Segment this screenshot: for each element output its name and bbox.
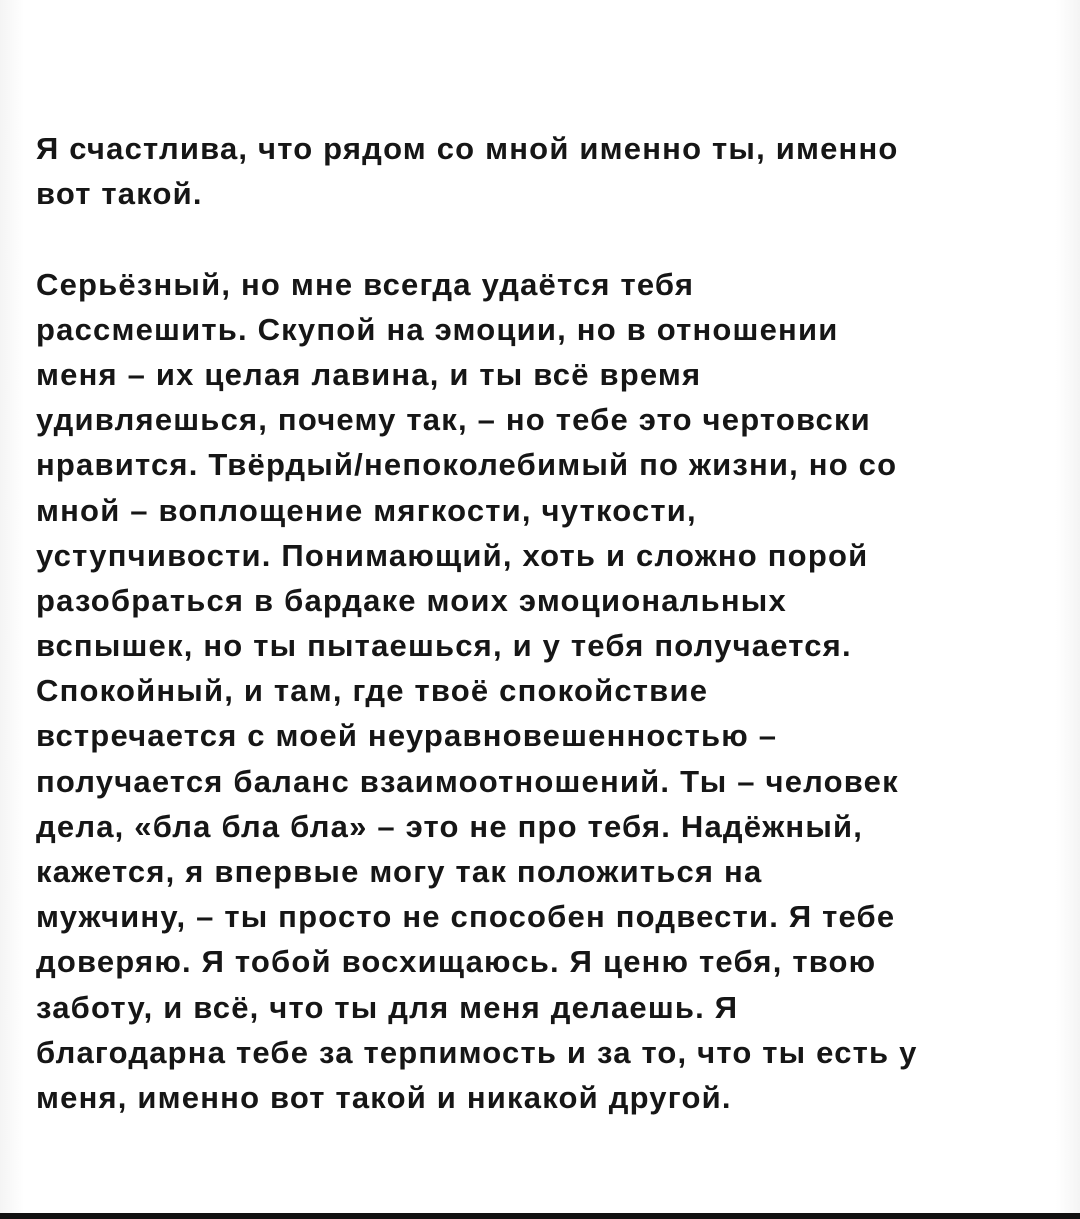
paragraph-gap xyxy=(36,216,1036,261)
text-line: мной – воплощение мягкости, чуткости, xyxy=(36,492,697,528)
text-line: удивляешься, почему так, – но тебе это чертовски xyxy=(36,402,871,438)
text-line: меня, именно вот такой и никакой другой. xyxy=(36,1079,732,1115)
paragraph-2 xyxy=(36,262,1036,1121)
text-line: Я счастлива, что рядом со мной именно ты, именно xyxy=(36,131,899,166)
text-line: разобраться в бардаке моих эмоциональных xyxy=(36,582,787,618)
text-line: мужчину, – ты просто не способен подвести. Я тебе xyxy=(36,899,896,935)
text-line: Серьёзный, но мне всегда удаётся тебя xyxy=(36,266,695,302)
text-line: нравится. Твёрдый/непоколебимый по жизни, но со xyxy=(36,447,898,483)
text-line: доверяю. Я тобой восхищаюсь. Я ценю тебя, твою xyxy=(36,944,877,980)
text-line: кажется, я впервые могу так положиться на xyxy=(36,854,763,889)
text-line: заботу, и всё, что ты для меня делаешь. Я xyxy=(36,989,739,1025)
paragraph-1 xyxy=(36,126,1036,216)
text-line: вот такой. xyxy=(36,176,203,212)
text-line: меня – их целая лавина, и ты всё время xyxy=(36,356,702,392)
text-line: вспышек, но ты пытаешься, и у тебя получается. xyxy=(36,628,852,664)
message-text xyxy=(36,126,1036,1120)
text-line: встречается с моей неуравновешенностью – xyxy=(36,718,778,754)
text-line: рассмешить. Скупой на эмоции, но в отношении xyxy=(36,311,839,347)
text-line: дела, «бла бла бла» – это не про тебя. Надёжный, xyxy=(36,808,864,844)
text-line: Спокойный, и там, где твоё спокойствие xyxy=(36,673,709,709)
text-line: уступчивости. Понимающий, хоть и сложно порой xyxy=(36,537,869,573)
bottom-edge-bar xyxy=(0,1213,1080,1219)
text-line: получается баланс взаимоотношений. Ты – человек xyxy=(36,763,899,799)
text-line: благодарна тебе за терпимость и за то, что ты есть у xyxy=(36,1034,918,1070)
